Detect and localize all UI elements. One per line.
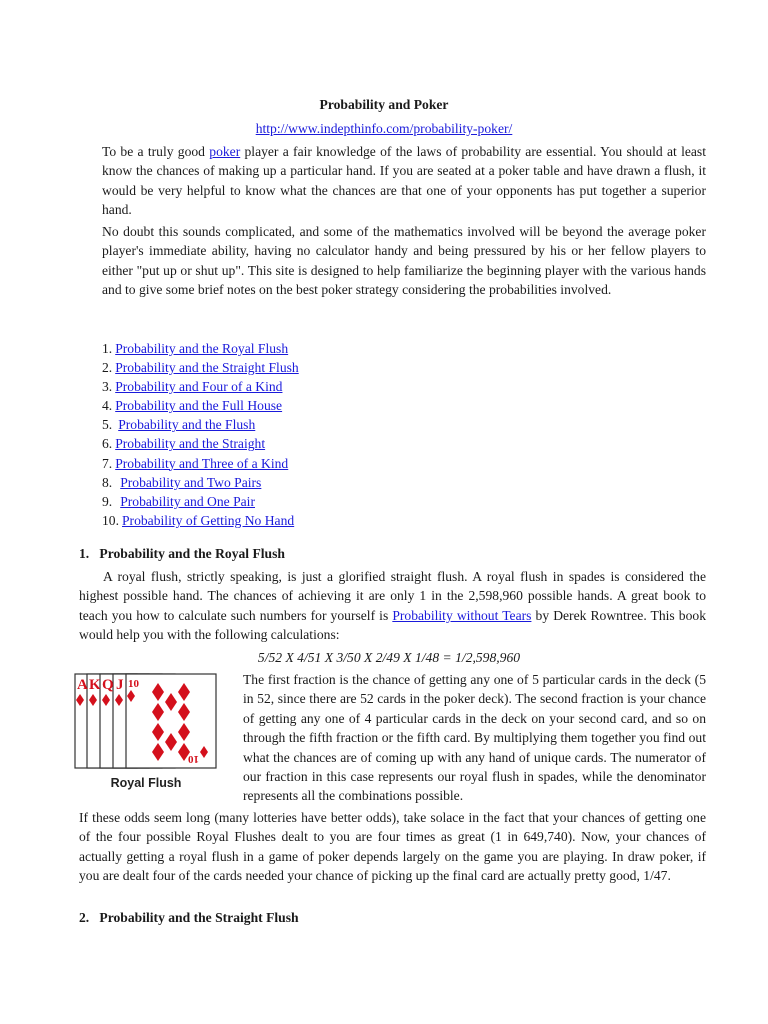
toc-link-straight-flush[interactable]: Probability and the Straight Flush [115, 360, 299, 376]
table-of-contents [102, 339, 502, 530]
toc-number: 9. [102, 493, 113, 509]
source-url [0, 119, 768, 138]
toc-item [102, 473, 502, 492]
toc-link-royal-flush[interactable]: Probability and the Royal Flush [115, 341, 289, 356]
page-title: Probability and Poker [319, 97, 449, 112]
toc-item [102, 434, 502, 453]
toc-item [102, 492, 502, 511]
toc-link-full-house[interactable]: Probability and the Full House [115, 398, 283, 414]
section-number: 1. [79, 546, 90, 561]
section-heading-straight-flush [79, 908, 299, 927]
card-rank-label: A [77, 677, 88, 693]
intro-paragraph-1 [102, 142, 706, 220]
toc-item [102, 377, 502, 396]
toc-link-two-pairs[interactable]: Probability and Two Pairs [120, 474, 262, 490]
toc-link-flush[interactable]: Probability and the Flush [118, 417, 256, 433]
toc-link-straight[interactable]: Probability and the Straight [115, 436, 266, 452]
toc-link-three-of-a-kind[interactable]: Probability and Three of a Kind [115, 455, 289, 471]
toc-number: 4. [102, 398, 113, 414]
image-caption: Royal Flush [110, 776, 182, 790]
section-title: Probability and the Straight Flush [99, 910, 299, 925]
poker-link[interactable]: poker [209, 144, 241, 159]
toc-item [102, 339, 502, 358]
toc-item [102, 396, 502, 415]
toc-number: 6. [102, 436, 113, 452]
intro-paragraph-2: No doubt this sounds complicated, and some of the mathematics involved will be beyond the average poker player's immediate ability, having no calculator handy and being pressured by his or her fellow players to either "put up or shut up". This site is designed to help familiarize the beginning player with the various hands and to give some brief notes on the best poker strategy considering the probabilities involved. [102, 224, 706, 298]
toc-link-no-hand[interactable]: Probability of Getting No Hand [122, 512, 295, 528]
toc-number: 3. [102, 379, 113, 395]
intro-text: player a fair knowledge of the laws of probability are essential. You should at least know the chances of making up a particular hand. If you are seated at a poker table and have drawn a flush, it would be very helpful to know what the chances are that one of your opponents has put together a superior hand. [102, 144, 706, 218]
section-heading-royal-flush [79, 544, 285, 563]
royal-flush-image [72, 672, 220, 772]
card-rank-label-inverted: 10 [188, 753, 199, 765]
paragraph-text: A royal flush, strictly speaking, is just a glorified straight flush. A royal flush in spades is considered the highest possible hand. The chances of achieving it are only 1 in the 2,598,960 possible hands. A great book to teach you how to calculate such numbers for yourself is [79, 569, 706, 623]
card-rank-label: 10 [128, 678, 139, 690]
royal-flush-paragraph-1 [79, 567, 706, 645]
toc-number: 10. [102, 512, 119, 528]
source-url-link[interactable]: http://www.indepthinfo.com/probability-poker/ [255, 121, 513, 136]
section-title: Probability and the Royal Flush [99, 546, 285, 561]
royal-flush-paragraph-2: The first fraction is the chance of getting any one of 5 particular cards in the deck (5 in 52, since there are 52 cards in the poker deck). The second fraction is your chance of getting any one of 4 particular cards in the deck on your second card, and so on through the fifth fraction or the fifth card. By multiplying them together you find out what the chances are of coming up with any hand of unique cards. The numerator of our fraction in this case represents our royal flush in spades, while the denominator represents all the combinations possible. [243, 672, 706, 804]
paragraph-text: by Derek Rowntree. This book would help you with the following calculations: [79, 607, 706, 643]
book-link[interactable]: Probability without Tears [392, 607, 532, 623]
toc-number: 2. [102, 360, 113, 376]
toc-number: 7. [102, 455, 113, 471]
toc-item [102, 511, 502, 530]
intro-text: To be a truly good [102, 144, 210, 159]
card-rank-label: Q [102, 677, 114, 693]
toc-item [102, 454, 502, 473]
toc-item [102, 415, 502, 434]
toc-link-one-pair[interactable]: Probability and One Pair [120, 493, 255, 509]
card-rank-label: K [89, 677, 101, 693]
toc-number: 5. [102, 417, 113, 433]
toc-item [102, 358, 502, 377]
card-rank-label: J [116, 677, 124, 693]
probability-formula: 5/52 X 4/51 X 3/50 X 2/49 X 1/48 = 1/2,598,960 [257, 650, 521, 665]
toc-number: 8. [102, 474, 113, 490]
royal-flush-paragraph-3: If these odds seem long (many lotteries have better odds), take solace in the fact that your chances of getting one of the four possible Royal Flushes dealt to you are four times as great (1 in 649,740). Now, your chances of actually getting a royal flush in a game of poker depends largely on the game you are playing. In draw poker, if you are dealt four of the cards needed your chance of picking up the final card are actually pretty good, 1/47. [79, 810, 706, 884]
toc-number: 1. [102, 341, 113, 356]
section-number: 2. [79, 910, 90, 925]
toc-link-four-of-a-kind[interactable]: Probability and Four of a Kind [115, 379, 283, 395]
